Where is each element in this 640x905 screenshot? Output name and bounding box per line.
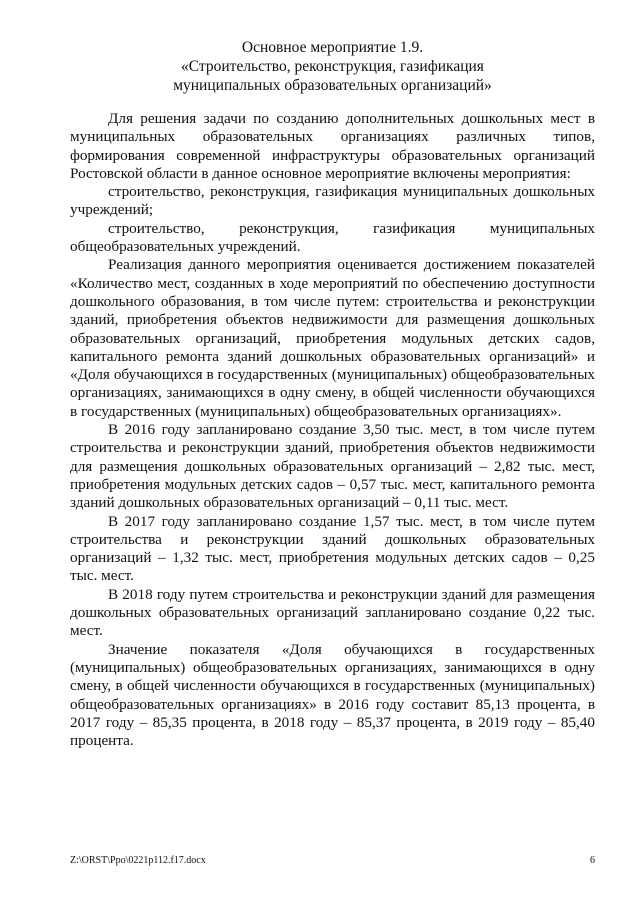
- paragraph-2017: В 2017 году запланировано создание 1,57 тыс. мест, в том числе путем строительства и реконструкции зданий дошкольных образовательных организаций – 1,32 тыс. мест, приобретения модульных детских садов – 0,25 тыс. мест.: [70, 512, 595, 585]
- paragraph-2016: В 2016 году запланировано создание 3,50 тыс. мест, в том числе путем строительства и реконструкции зданий, приобретения объектов недвижимости для размещения дошкольных образовательных организаций – 2,82 тыс. мест, приобретения модульных детских садов – 0,57 тыс. мест, капитального ремонта зданий дошкольных образовательных организаций – 0,11 тыс. мест.: [70, 421, 595, 512]
- heading-line-1: Основное мероприятие 1.9.: [241, 39, 424, 56]
- paragraph-intro: Для решения задачи по созданию дополнительных дошкольных мест в муниципальных образовательных организациях различных типов, формирования современной инфраструктуры образовательных организаций Ростовской области в данное основное мероприятие включены мероприятия:: [70, 110, 595, 182]
- paragraph-indicators: Реализация данного мероприятия оценивается достижением показателей «Количество мест, созданных в ходе мероприятий по обеспечению доступности дошкольного образования, в том числе путем: строительства и реконструкции зданий, приобретения объектов недвижимости для размещения дошкольных образовательных организаций, приобретения модульных детских садов, капитального ремонта зданий дошкольных образовательных организаций» и «Доля обучающихся в государственных (муниципальных) общеобразовательных организациях, занимающихся в одну смену, в общей численности обучающихся в государственных (муниципальных) общеобразовательных организациях».: [70, 256, 595, 420]
- heading-line-2: «Строительство, реконструкция, газификация: [181, 58, 484, 75]
- footer-file-path: Z:\ORST\Ppo\0221p112.f17.docx: [70, 855, 206, 866]
- paragraph-indicator-values: Значение показателя «Доля обучающихся в государственных (муниципальных) общеобразовательных организациях, занимающихся в одну смену, в общей численности обучающихся в государственных (муниципальных) общеобразовательных организациях» в 2016 году составит 85,13 процента, в 2017 году – 85,35 процента, в 2018 году – 85,37 процента, в 2019 году – 85,40 процента.: [70, 640, 595, 750]
- section-heading: [70, 38, 595, 95]
- paragraph-item-general: строительство, реконструкция, газификация муниципальных общеобразовательных учреждений.: [70, 219, 595, 256]
- paragraph-item-preschool: строительство, реконструкция, газификация муниципальных дошкольных учреждений;: [70, 183, 595, 219]
- paragraph-2018: В 2018 году путем строительства и реконструкции зданий для размещения дошкольных образовательных организаций запланировано создание 0,22 тыс. мест.: [70, 585, 595, 640]
- page-number: 6: [590, 855, 595, 866]
- body-text: [70, 110, 595, 750]
- heading-line-3: муниципальных образовательных организаций»: [173, 77, 492, 94]
